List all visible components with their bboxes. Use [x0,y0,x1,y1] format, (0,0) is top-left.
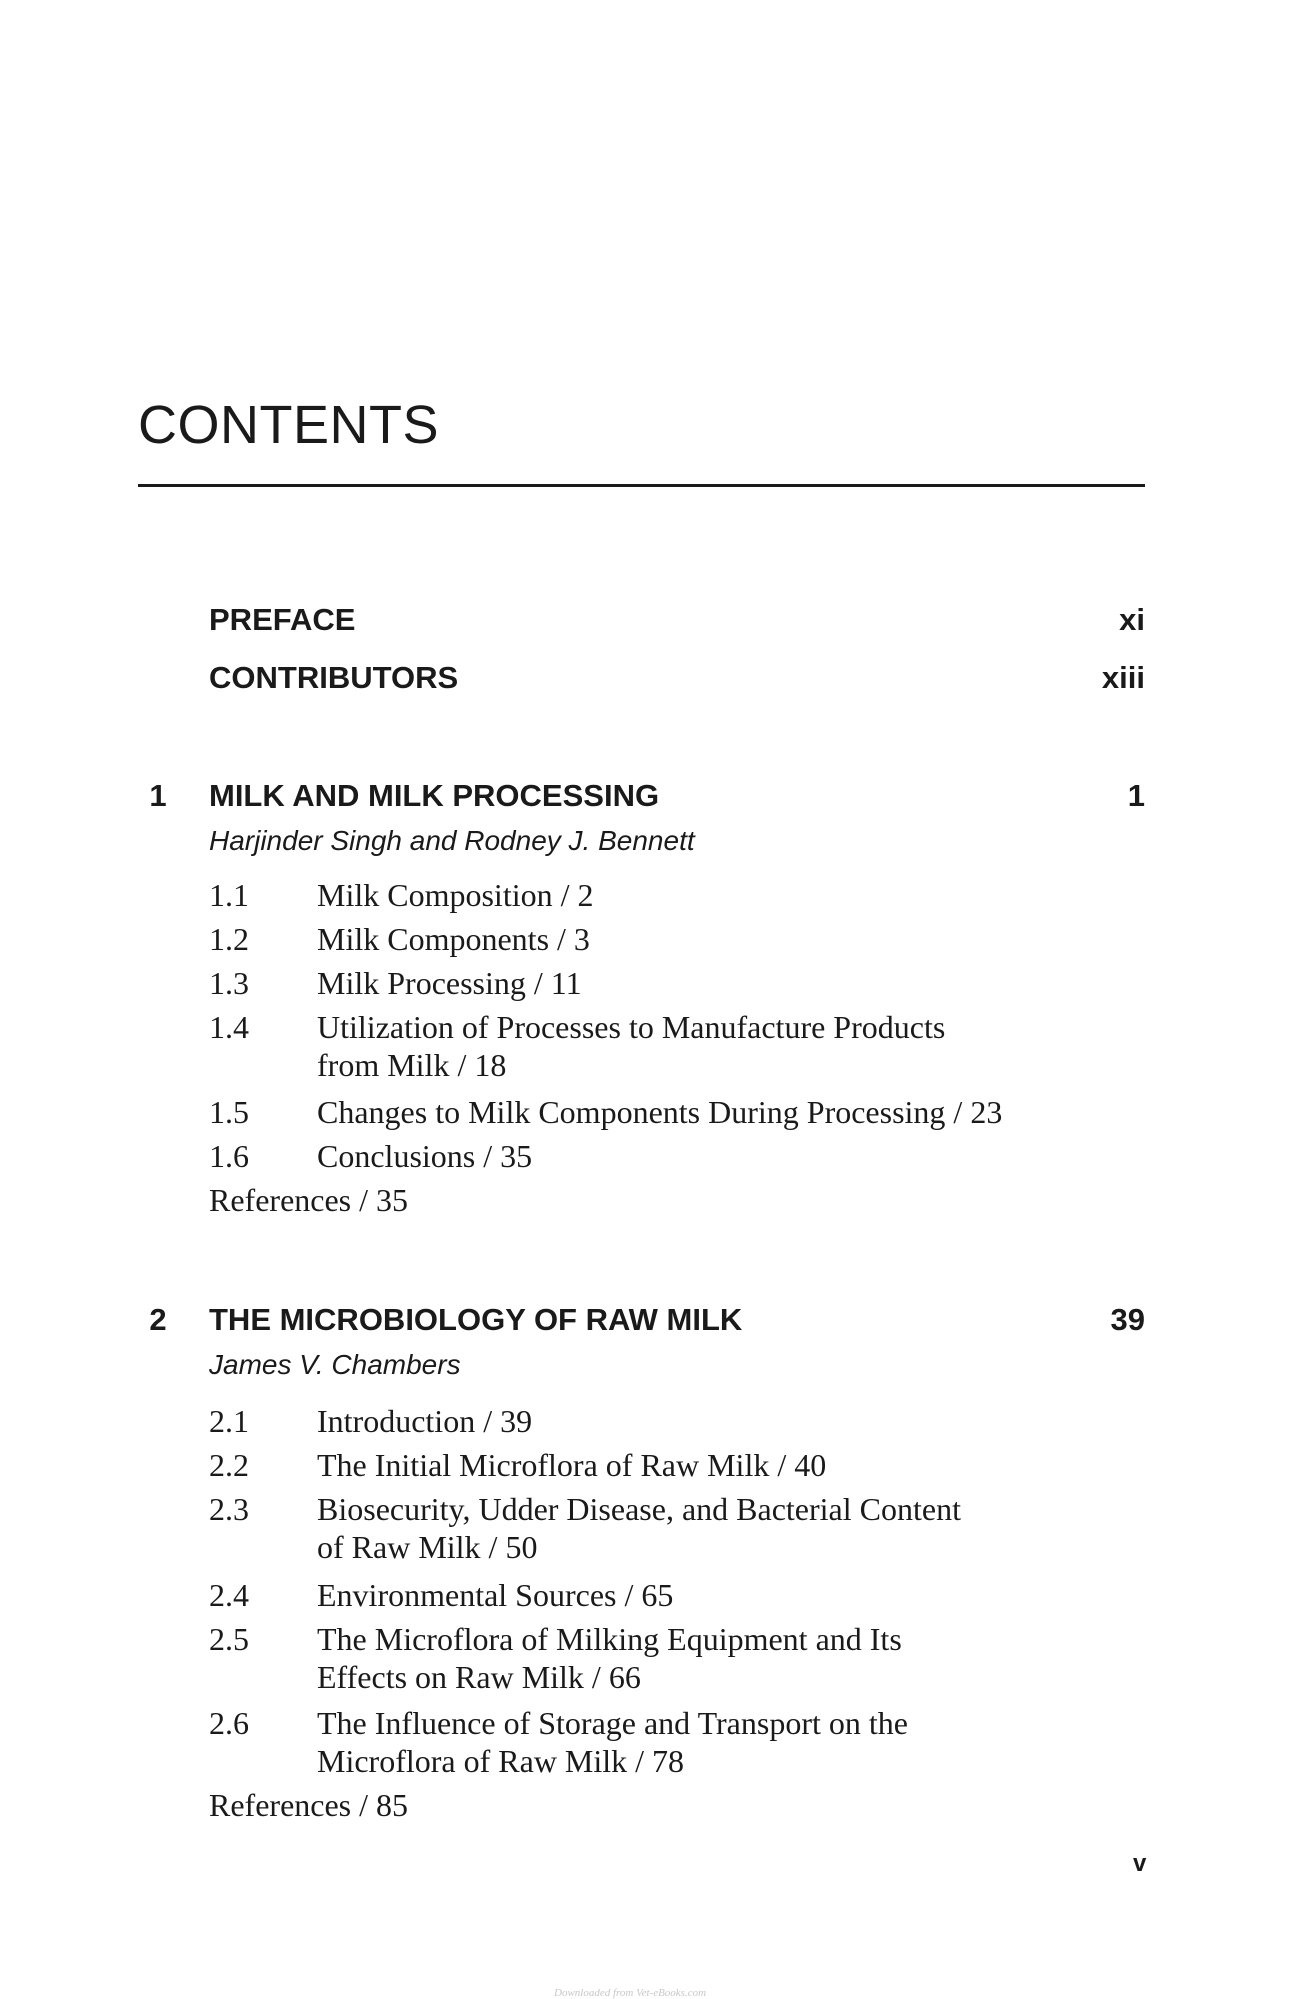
chapter-number: 1 [149,778,167,813]
title-rule [138,484,1145,487]
chapter-page-number: 39 [1110,1302,1145,1337]
chapter-page-number: 1 [1127,778,1145,813]
section-number: 1.1 [209,877,249,913]
section-number: 2.5 [209,1621,249,1657]
section-title: Milk Processing / 11 [317,965,582,1001]
chapter-title: THE MICROBIOLOGY OF RAW MILK [209,1302,743,1337]
page-folio: v [1133,1850,1147,1877]
section-number: 1.4 [209,1009,249,1045]
section-number: 1.2 [209,921,249,957]
section-title: Biosecurity, Udder Disease, and Bacterial Content [317,1491,961,1527]
section-title: Introduction / 39 [317,1403,533,1439]
chapter-1-references[interactable]: References / 35 [209,1182,409,1218]
section-number: 1.6 [209,1138,249,1174]
chapter-authors: Harjinder Singh and Rodney J. Bennett [209,825,695,856]
entry-page-number: xiii [1101,660,1145,695]
section-number: 2.1 [209,1403,249,1439]
entry-label: PREFACE [209,602,356,637]
download-watermark: Downloaded from Vet-eBooks.com [554,1987,707,1999]
section-title-continued: Effects on Raw Milk / 66 [317,1659,641,1695]
section-number: 2.6 [209,1705,249,1741]
section-number: 2.4 [209,1577,249,1613]
section-number: 1.3 [209,965,249,1001]
chapter-2-references[interactable]: References / 85 [209,1787,409,1823]
section-title: Conclusions / 35 [317,1138,533,1174]
section-title: Environmental Sources / 65 [317,1577,674,1613]
page-title: CONTENTS [138,395,439,455]
section-title: The Microflora of Milking Equipment and Its [317,1621,902,1657]
section-title: Changes to Milk Components During Processing / 23 [317,1094,1003,1130]
entry-page-number: xi [1119,602,1145,637]
chapter-authors: James V. Chambers [209,1349,461,1380]
section-title: The Initial Microflora of Raw Milk / 40 [317,1447,827,1483]
entry-label: CONTRIBUTORS [209,660,459,695]
section-number: 1.5 [209,1094,249,1130]
section-title: Milk Components / 3 [317,921,590,957]
section-number: 2.3 [209,1491,249,1527]
chapter-number: 2 [149,1302,167,1337]
section-title-continued: Microflora of Raw Milk / 78 [317,1743,685,1779]
section-title: Utilization of Processes to Manufacture Products [317,1009,946,1045]
section-title: Milk Composition / 2 [317,877,594,913]
section-title: The Influence of Storage and Transport on the [317,1705,908,1741]
section-title-continued: from Milk / 18 [317,1047,507,1083]
section-number: 2.2 [209,1447,249,1483]
section-title-continued: of Raw Milk / 50 [317,1529,538,1565]
chapter-title: MILK AND MILK PROCESSING [209,778,660,813]
